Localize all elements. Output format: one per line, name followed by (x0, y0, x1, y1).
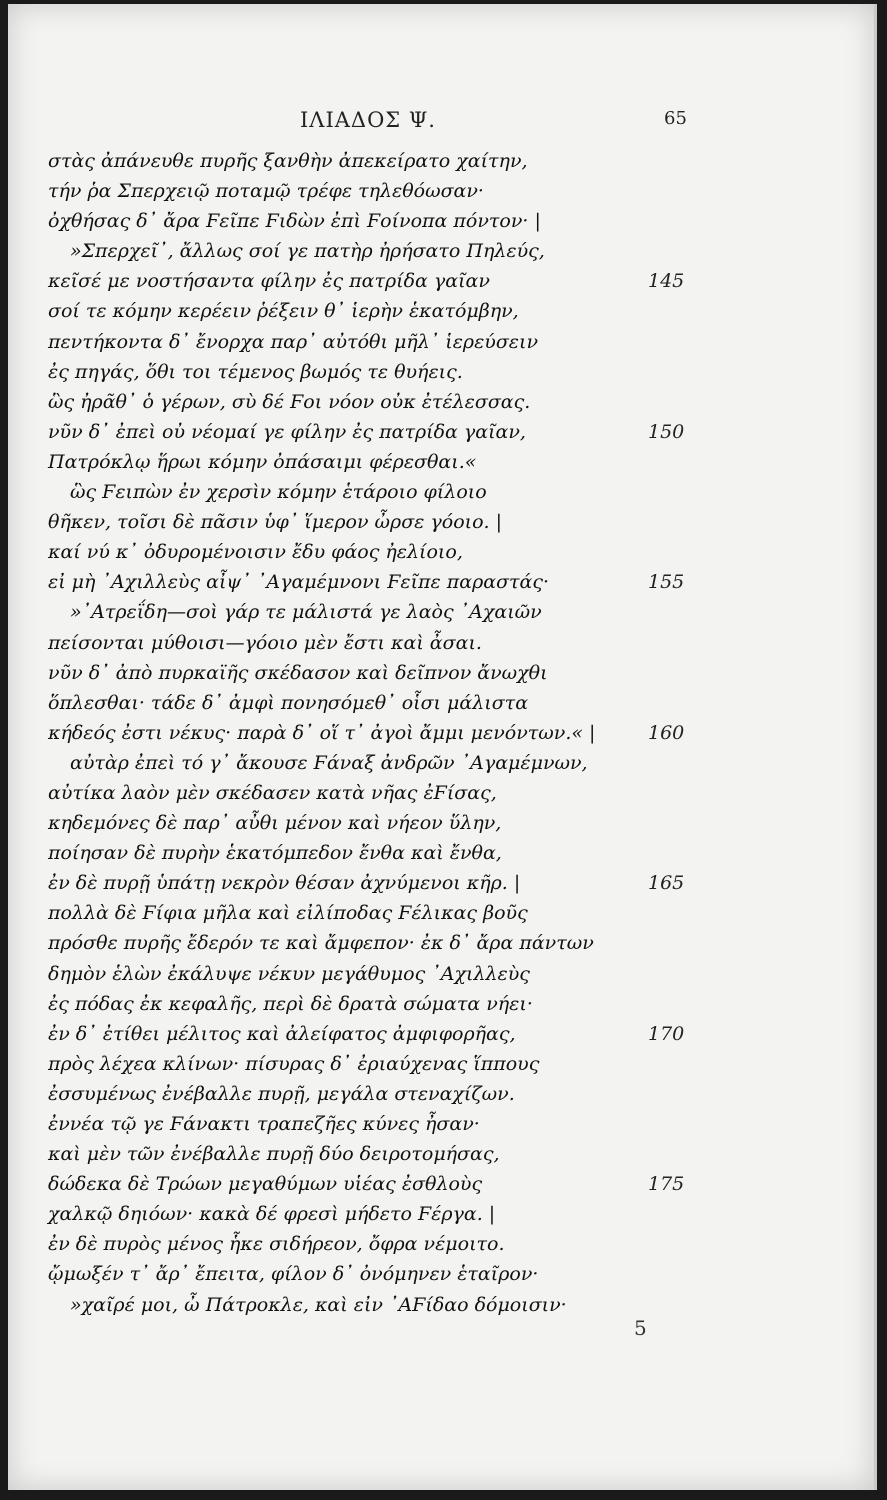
line-number: 150 (648, 420, 685, 443)
verse-line: καί νύ κ᾽ ὀδυρομένοισιν ἔδυ φάος ἠελίοιο, (48, 541, 463, 564)
verse-line: ἐν δὲ πυρὸς μένος ἧκε σιδήρεον, ὄφρα νέμοιτο. (48, 1233, 505, 1256)
verse-line: θῆκεν, τοῖσι δὲ πᾶσιν ὑφ᾽ ἵμερον ὦρσε γόοιο. | (48, 511, 503, 534)
verse-line: κήδεός ἐστι νέκυς· παρὰ δ᾽ οἵ τ᾽ ἀγοὶ ἄμμι μενόντων.« | (48, 721, 596, 744)
verse-line: καὶ μὲν τῶν ἐνέβαλλε πυρῇ δύο δειροτομήσας, (48, 1143, 500, 1166)
verse-line: ὅπλεσθαι· τάδε δ᾽ ἀμφὶ πονησόμεθ᾽ οἷσι μάλιστα (48, 691, 529, 714)
verse-line: ὣς ἠρᾶθ᾽ ὁ γέρων, σὺ δέ Ϝοι νόον οὐκ ἐτέλεσσας. (48, 390, 531, 413)
line-number: 170 (648, 1022, 685, 1045)
verse-block (48, 146, 628, 1320)
verse-line: πείσονται μύθοισι—γόοιο μὲν ἔστι καὶ ἆσαι. (48, 631, 482, 654)
verse-line: ὣς Ϝειπὼν ἐν χερσὶν κόμην ἑτάροιο φίλοιο (70, 481, 487, 504)
signature-mark: 5 (634, 1316, 647, 1340)
book-page (8, 4, 877, 1490)
verse-line: ᾤμωξέν τ᾽ ἄρ᾽ ἔπειτα, φίλον δ᾽ ὀνόμηνεν ἑταῖρον· (48, 1263, 539, 1286)
line-number: 175 (648, 1173, 685, 1196)
verse-line: εἰ μὴ ᾽Αχιλλεὺς αἶψ᾽ ᾽Αγαμέμνονι Ϝεῖπε παραστάς· (48, 571, 550, 594)
verse-line: αὐτὰρ ἐπεὶ τό γ᾽ ἄκουσε Ϝάναξ ἀνδρῶν ᾽Αγαμέμνων, (70, 751, 588, 774)
verse-line: »χαῖρέ μοι, ὦ Πάτροκλε, καὶ εἰν ᾽ΑϜίδαο δόμοισιν· (70, 1293, 567, 1316)
line-number: 155 (648, 571, 685, 594)
verse-line: πρόσθε πυρῆς ἔδερόν τε καὶ ἄμφεπον· ἐκ δ᾽ ἄρα πάντων (48, 932, 594, 955)
verse-line: νῦν δ᾽ ἀπὸ πυρκαϊῆς σκέδασον καὶ δεῖπνον ἄνωχθι (48, 661, 548, 684)
verse-line: νῦν δ᾽ ἐπεὶ οὐ νέομαί γε φίλην ἐς πατρίδα γαῖαν, (48, 420, 526, 443)
verse-line: στὰς ἀπάνευθε πυρῆς ξανθὴν ἀπεκείρατο χαίτην, (48, 150, 528, 172)
verse-line: ἐσσυμένως ἐνέβαλλε πυρῇ, μεγάλα στεναχίζων. (48, 1082, 515, 1105)
page-number: 65 (664, 108, 687, 129)
verse-line: πολλὰ δὲ Ϝίφια μῆλα καὶ εἰλίποδας Ϝέλικας βοῦς (48, 902, 528, 925)
line-number: 145 (648, 270, 685, 293)
verse-line: ἐς πηγάς, ὅθι τοι τέμενος βωμός τε θυήεις. (48, 360, 463, 383)
verse-line: Πατρόκλῳ ἥρωι κόμην ὀπάσαιμι φέρεσθαι.« (48, 450, 477, 473)
verse-line: δώδεκα δὲ Τρώων μεγαθύμων υἱέας ἐσθλοὺς (48, 1173, 483, 1196)
verse-line: χαλκῷ δηιόων· κακὰ δέ φρεσὶ μήδετο Ϝέργα. | (48, 1203, 496, 1226)
running-title: ΙΛΙΑΔΟΣ Ψ. (300, 108, 436, 132)
verse-line: κεῖσέ με νοστήσαντα φίλην ἐς πατρίδα γαῖαν (48, 270, 490, 293)
verse-line: δημὸν ἑλὼν ἐκάλυψε νέκυν μεγάθυμος ᾽Αχιλλεὺς (48, 962, 530, 985)
line-number: 160 (648, 721, 685, 744)
verse-line: »᾽Ατρεΐδη—σοὶ γάρ τε μάλιστά γε λαὸς ᾽Αχαιῶν (70, 601, 542, 624)
verse-line: ἐν δ᾽ ἐτίθει μέλιτος καὶ ἀλείφατος ἀμφιφορῆας, (48, 1022, 516, 1045)
verse-line: πεντήκοντα δ᾽ ἔνορχα παρ᾽ αὐτόθι μῆλ᾽ ἱερεύσειν (48, 330, 539, 353)
verse-line: τήν ῥα Σπερχειῷ ποταμῷ τρέφε τηλεθόωσαν· (48, 180, 484, 203)
verse-line: ὀχθήσας δ᾽ ἄρα Ϝεῖπε Ϝιδὼν ἐπὶ Ϝοίνοπα πόντον· | (48, 210, 541, 233)
verse-line: »Σπερχεῖ᾽, ἄλλως σοί γε πατὴρ ἠρήσατο Πηλεύς, (70, 240, 545, 263)
verse-line: κηδεμόνες δὲ παρ᾽ αὖθι μένον καὶ νήεον ὕλην, (48, 812, 502, 835)
line-number: 165 (648, 872, 685, 895)
verse-line: ἐννέα τῷ γε Ϝάνακτι τραπεζῆες κύνες ἦσαν· (48, 1113, 480, 1135)
verse-line: ἐν δὲ πυρῇ ὑπάτῃ νεκρὸν θέσαν ἀχνύμενοι κῆρ. | (48, 872, 521, 895)
verse-line: ἐς πόδας ἐκ κεφαλῆς, περὶ δὲ δρατὰ σώματα νήει· (48, 992, 533, 1015)
verse-line: σοί τε κόμην κερέειν ῥέξειν θ᾽ ἱερὴν ἑκατόμβην, (48, 300, 519, 323)
verse-line: πρὸς λέχεα κλίνων· πίσυρας δ᾽ ἐριαύχενας ἵππους (48, 1052, 540, 1075)
verse-line: ποίησαν δὲ πυρὴν ἑκατόμπεδον ἔνθα καὶ ἔνθα, (48, 842, 502, 865)
verse-line: αὐτίκα λαὸν μὲν σκέδασεν κατὰ νῆας ἐϜίσας, (48, 781, 497, 804)
